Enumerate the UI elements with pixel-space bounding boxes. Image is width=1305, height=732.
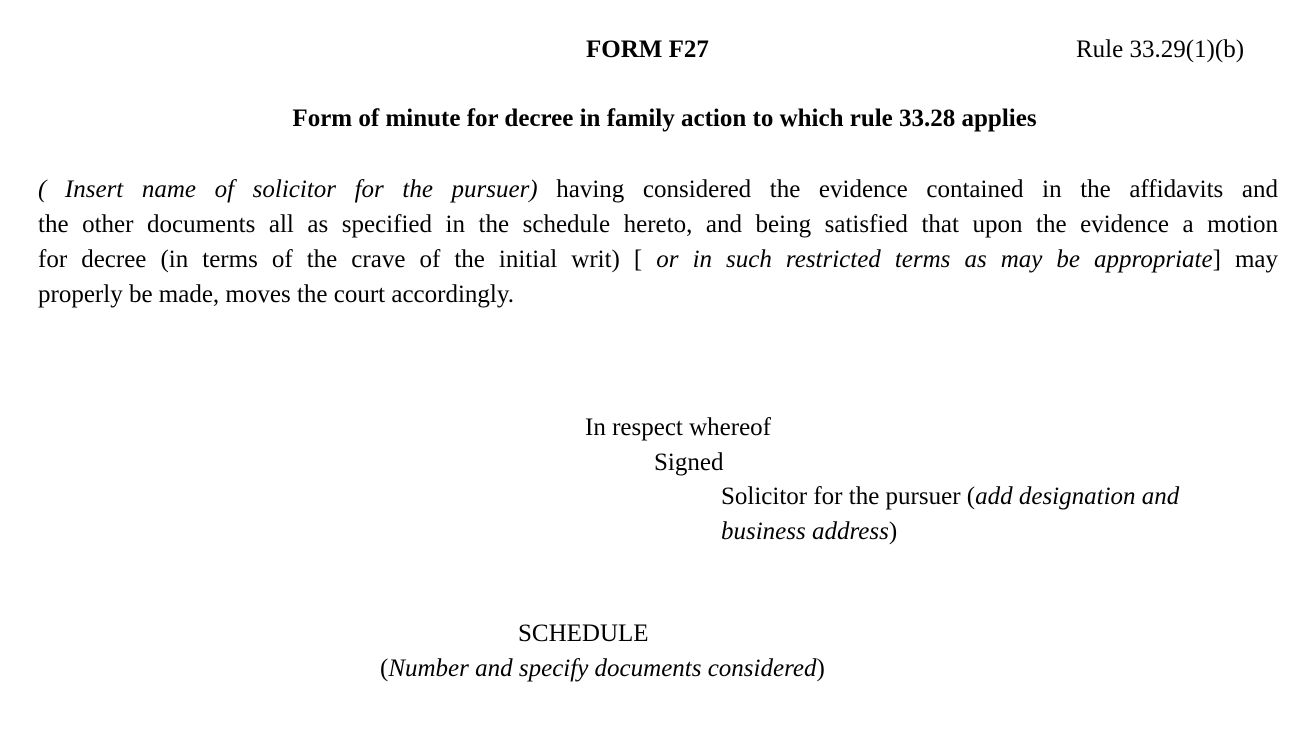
- solicitor-italic-1: add designation and: [975, 483, 1180, 510]
- body-line-2: the other documents all as specified in the schedule hereto, and being satisfied that upon the evidence a motion: [38, 211, 1278, 238]
- body-line-3: [38, 242, 1278, 277]
- form-title: Form of minute for decree in family action to which rule 33.28 applies: [292, 105, 1037, 132]
- schedule-note: [380, 655, 825, 683]
- schedule-note-open: (: [380, 655, 389, 682]
- body-line-1: [38, 172, 1278, 207]
- schedule-heading: SCHEDULE: [518, 620, 649, 647]
- solicitor-close: ): [888, 518, 898, 545]
- minute-body-paragraph: [38, 172, 1278, 312]
- solicitor-designation-line-2: [721, 518, 897, 546]
- schedule-note-italic: Number and specify documents considered: [388, 655, 817, 682]
- body-line-1-italic: ( Insert name of solicitor for the pursuer): [38, 176, 538, 203]
- body-line-1-rest: having considered the evidence contained in the affidavits and: [537, 176, 1278, 203]
- in-respect-whereof: In respect whereof: [585, 414, 772, 441]
- solicitor-label: Solicitor for the pursuer (: [721, 483, 976, 510]
- form-code: FORM F27: [586, 36, 709, 63]
- body-line-3-italic: or in such restricted terms as may be appropriate: [656, 246, 1213, 273]
- solicitor-designation-line-1: [721, 483, 1179, 511]
- schedule-note-close: ): [816, 655, 825, 682]
- body-line-3-start: for decree (in terms of the crave of the initial writ) [: [38, 246, 657, 273]
- signed-label: Signed: [654, 449, 724, 476]
- solicitor-italic-2: business address: [721, 518, 889, 545]
- body-line-4: properly be made, moves the court accordingly.: [38, 281, 514, 308]
- rule-reference: Rule 33.29(1)(b): [1076, 36, 1245, 63]
- body-line-3-end: ] may: [1212, 246, 1278, 273]
